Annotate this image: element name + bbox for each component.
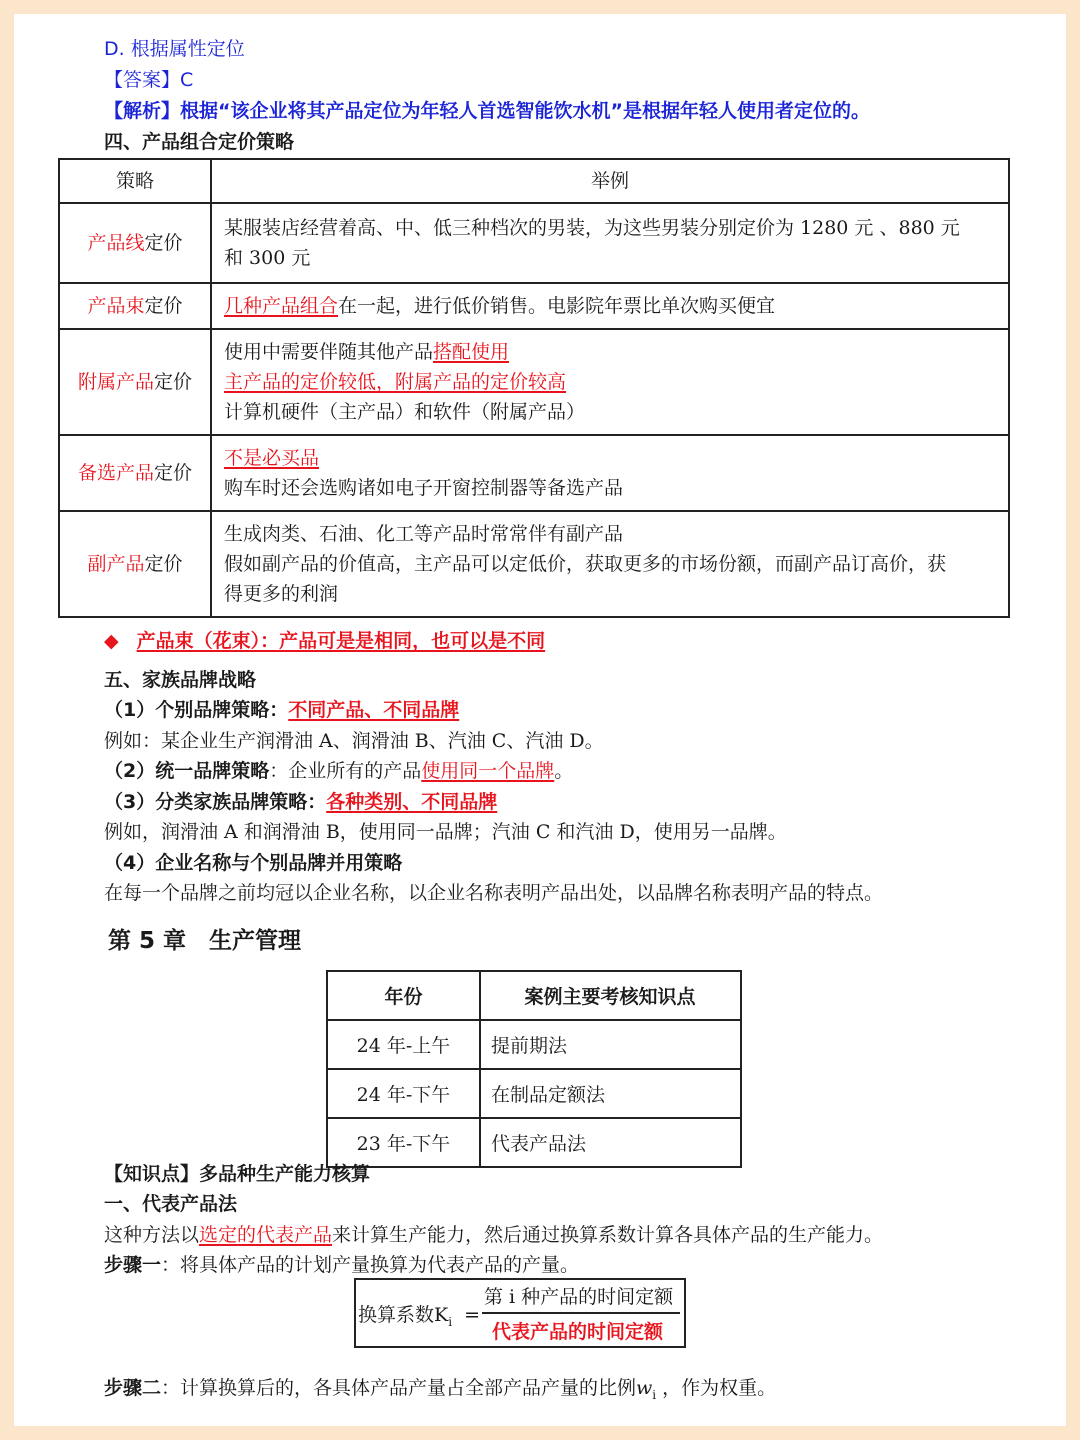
option-d: D. 根据属性定位 [104,38,245,60]
desc-pre: 这种方法以 [104,1224,200,1246]
item-red: 不同产品、不同品牌 [288,699,460,721]
brand-item-1-example: 例如：某企业生产润滑油 A、润滑油 B、汽油 C、汽油 D。 [104,730,604,752]
point-cell: 代表产品法 [480,1118,741,1167]
item-red: 使用同一个品牌 [421,760,555,782]
formula-denominator: 代表产品的时间定额 [492,1321,664,1343]
example-line: 得更多的利润 [224,583,339,605]
header-strategy: 策略 [59,159,211,203]
formula-subscript: i [448,1314,453,1329]
pricing-strategy-table [58,158,1010,618]
year-cell: 23 年-下午 [327,1118,480,1167]
item-label: （3）分类家族品牌策略： [104,791,327,813]
example-line: 假如副产品的价值高，主产品可以定低价，获取更多的市场份额，而副产品订高价，获 [224,553,947,575]
step-text: ：计算换算后的，各具体产品产量占全部产品产量的比例 [161,1377,637,1399]
example-red: 几种产品组合 [224,295,339,317]
table-row [59,203,1009,283]
step-label: 步骤一 [104,1254,162,1276]
formula-left [358,1300,480,1329]
step-2 [104,1373,776,1410]
diamond-bullet-icon: ◆ [104,630,119,652]
brand-item-3-example: 例如，润滑油 A 和润滑油 B，使用同一品牌；汽油 C 和汽油 D，使用另一品牌。 [104,821,787,843]
desc-post: 来计算生产能力，然后通过换算系数计算各具体产品的生产能力。 [332,1224,884,1246]
strategy-rest: 定价 [154,371,193,393]
item-text: ：企业所有的产品 [269,760,422,782]
method-heading: 一、代表产品法 [104,1193,238,1215]
example-cell [211,329,1009,435]
table-row [59,329,1009,435]
formula-equals: = [464,1304,481,1326]
step-label: 步骤二 [104,1377,162,1399]
strategy-red: 备选产品 [77,462,154,484]
table-row [59,283,1009,329]
example-red: 搭配使用 [433,341,510,363]
header-example: 举例 [211,159,1009,203]
strategy-cell [59,511,211,617]
formula-left-text: 换算系数K [358,1304,449,1326]
strategy-rest: 定价 [144,232,183,254]
formula-numerator: 第 i 种产品的时间定额 [484,1286,674,1308]
example-line: 和 300 元 [224,247,311,269]
step-1 [104,1250,579,1280]
brand-item-4-text: 在每一个品牌之前均冠以企业名称，以企业名称表明产品出处，以品牌名称表明产品的特点。 [104,882,884,904]
item-red: 各种类别、不同品牌 [326,791,498,813]
desc-red: 选定的代表产品 [199,1224,333,1246]
step-text: ：将具体产品的计划产量换算为代表产品的产量。 [161,1254,580,1276]
example-line: 某服装店经营着高、中、低三种档次的男装，为这些男装分别定价为 1280 元 、880 元 [224,217,960,239]
table-row [59,435,1009,511]
example-text: 在一起，进行低价销售。电影院年票比单次购买便宜 [338,295,776,317]
weight-variable: w [636,1377,653,1399]
exam-topics-table [326,970,742,1168]
brand-item-3 [104,787,497,817]
step-end: ，作为权重。 [662,1377,777,1399]
point-cell: 提前期法 [480,1020,741,1069]
strategy-red: 附属产品 [77,371,154,393]
weight-subscript: i [652,1387,657,1402]
example-cell [211,511,1009,617]
analysis-text: 根据“该企业将其产品定位为年轻人首选智能饮水机”是根据年轻人使用者定位的。 [180,100,870,122]
brand-item-4: （4）企业名称与个别品牌并用策略 [104,852,403,874]
strategy-cell [59,203,211,283]
example-cell [211,203,1009,283]
table-row [59,511,1009,617]
year-cell: 24 年-下午 [327,1069,480,1118]
table-row [327,1118,741,1167]
header-year: 年份 [327,971,480,1020]
section4-heading: 四、产品组合定价策略 [104,131,295,153]
example-red: 不是必买品 [224,447,320,469]
table-row [327,1069,741,1118]
strategy-rest: 定价 [144,553,183,575]
knowledge-title: 【知识点】多品种生产能力核算 [104,1163,371,1185]
answer-label: 【答案】 [104,69,181,91]
table-row [327,1020,741,1069]
bundle-note [104,626,545,656]
example-cell [211,435,1009,511]
year-cell: 24 年-上午 [327,1020,480,1069]
example-line: 计算机硬件（主产品）和软件（附属产品） [224,401,586,423]
example-line [224,337,996,367]
header-point: 案例主要考核知识点 [480,971,741,1020]
strategy-red: 副产品 [87,553,145,575]
answer-value: C [180,69,194,91]
section5-heading: 五、家族品牌战略 [104,669,257,691]
example-line: 生成肉类、石油、化工等产品时常常伴有副产品 [224,523,624,545]
example-text: 使用中需要伴随其他产品 [224,341,434,363]
strategy-cell [59,435,211,511]
conversion-formula [354,1278,686,1348]
analysis-line [104,96,870,126]
method-description [104,1220,883,1250]
item-end: 。 [554,760,574,782]
example-line [224,291,996,321]
brand-item-1 [104,695,459,725]
example-line: 购车时还会选购诸如电子开窗控制器等备选产品 [224,477,624,499]
chapter-title: 第 5 章 生产管理 [108,928,302,954]
example-line [224,367,996,397]
brand-item-2 [104,756,573,786]
item-label: （1）个别品牌策略： [104,699,289,721]
bundle-note-text: 产品束（花束）：产品可是是相同，也可以是不同 [136,630,546,652]
strategy-red: 产品束 [87,295,145,317]
item-label: （2）统一品牌策略 [104,760,270,782]
example-cell [211,283,1009,329]
example-red: 主产品的定价较低，附属产品的定价较高 [224,371,567,393]
analysis-label: 【解析】 [104,100,181,122]
strategy-rest: 定价 [154,462,193,484]
fraction-bar [482,1312,680,1314]
example-line [224,443,996,473]
table-header-row [59,159,1009,203]
strategy-rest: 定价 [144,295,183,317]
strategy-cell [59,283,211,329]
strategy-cell [59,329,211,435]
table-header-row [327,971,741,1020]
answer-line [104,65,193,95]
strategy-red: 产品线 [87,232,145,254]
point-cell: 在制品定额法 [480,1069,741,1118]
